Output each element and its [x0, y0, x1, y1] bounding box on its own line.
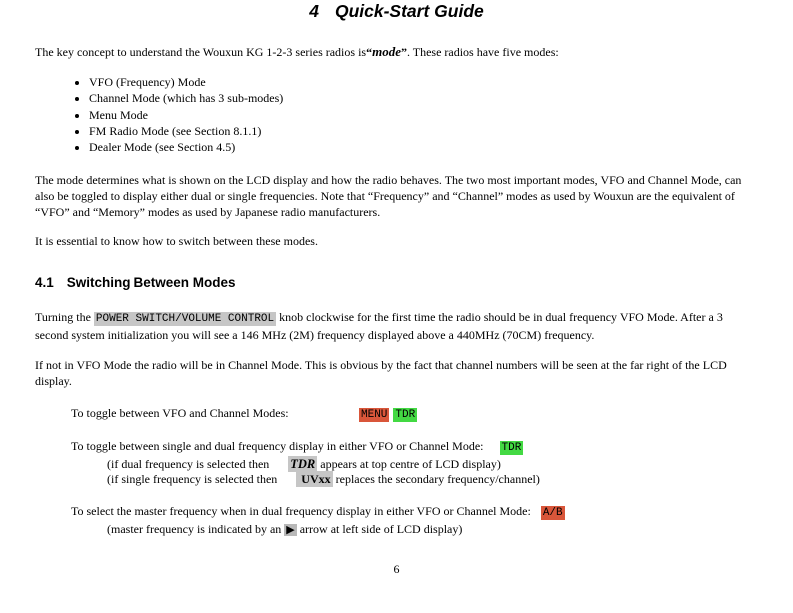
tdr-indicator-label: TDR: [290, 457, 316, 472]
essential-paragraph: It is essential to know how to switch between these modes.: [35, 234, 318, 249]
mode-word: mode: [372, 44, 401, 59]
modes-list: [35, 74, 758, 155]
mode-determines-paragraph: The mode determines what is shown on the LCD display and how the radio behaves. The two most important modes, VFO and Channel Mode, can also be toggled to display either dual or single frequencies. Note that “Frequency” and “Channel” modes as used by Wouxun are the equivalent of “VFO” and “Memory” modes as used by Japanese radio manufacturers.: [35, 173, 742, 220]
power-switch-key-label: POWER SWITCH/VOLUME CONTROL: [95, 313, 275, 326]
menu-button-label: MENU: [361, 409, 388, 422]
tdr-button-label: TDR: [395, 409, 416, 422]
quote-open: “: [366, 45, 373, 59]
toggle-single-dual-block: [35, 438, 758, 486]
right-arrow-icon: ▶: [286, 524, 295, 537]
uvxx-indicator-label: UVxx: [298, 471, 331, 486]
single-frequency-note: [107, 472, 758, 487]
page-title-text: Quick-Start Guide: [334, 1, 484, 21]
dual-frequency-note: [107, 457, 758, 472]
mode-emphasis: [366, 45, 407, 59]
turning-text-after: knob clockwise for the first time the radio should be in dual frequency VFO Mode. After a 3 second system initialization you will see a 146 MHz (2M) frequency displayed above a 440MHz (70CM) frequency.: [35, 310, 723, 343]
page-title-number: 4: [309, 1, 319, 21]
ifnot-paragraph: If not in VFO Mode the radio will be in Channel Mode. This is obvious by the fact that channel numbers will be seen at the far right of the LCD display.: [35, 358, 727, 389]
list-item-dealer-mode: • Dealer Mode (see Section 4.5): [89, 139, 758, 155]
toggle-single-dual-line: [71, 438, 758, 456]
section-heading-word1: Switching: [66, 275, 131, 291]
section-heading-word2: Between Modes: [133, 275, 236, 291]
dual-note-after: appears at top centre of LCD display): [317, 457, 501, 472]
dual-note-before: (if dual frequency is selected then: [107, 457, 273, 472]
ab-button-label: A/B: [542, 507, 563, 520]
section-heading-number: 4.1: [35, 275, 54, 291]
master-note-after: arrow at left side of LCD display): [296, 522, 463, 537]
turning-text-before: Turning the: [35, 310, 94, 325]
toggle-single-dual-label: To toggle between single and dual frequency display in either VFO or Channel Mode:: [71, 439, 484, 454]
toggle-vfo-channel-label: To toggle between VFO and Channel Modes:: [71, 406, 289, 421]
list-item-menu-mode: • Menu Mode: [89, 107, 758, 123]
single-note-after: replaces the secondary frequency/channel): [332, 471, 540, 486]
page-number: 6: [393, 562, 400, 576]
list-item-channel-mode: • Channel Mode (which has 3 sub-modes): [89, 90, 758, 106]
single-note-before: (if single frequency is selected then: [107, 471, 281, 486]
tdr-button-label-2: TDR: [501, 442, 522, 455]
intro-text-after: . These radios have five modes:: [406, 45, 559, 59]
select-master-label: To select the master frequency when in dual frequency display in either VFO or Channel Mode:: [71, 504, 531, 519]
section-heading: [35, 274, 758, 292]
master-note-before: (master frequency is indicated by an: [107, 522, 285, 537]
toggle-vfo-channel-line: [71, 405, 758, 423]
list-item-fm-radio-mode: • FM Radio Mode (see Section 8.1.1): [89, 123, 758, 139]
page-title: [35, 0, 758, 22]
list-item-vfo-mode: • VFO (Frequency) Mode: [89, 74, 758, 90]
select-master-line: [71, 503, 758, 521]
master-frequency-note: [107, 522, 758, 538]
turning-paragraph: [35, 309, 758, 343]
intro-paragraph: [35, 44, 758, 60]
quote-close: ”: [400, 45, 407, 59]
select-master-block: [35, 503, 758, 538]
intro-text-before: The key concept to understand the Wouxun KG 1-2-3 series radios is: [35, 45, 367, 59]
